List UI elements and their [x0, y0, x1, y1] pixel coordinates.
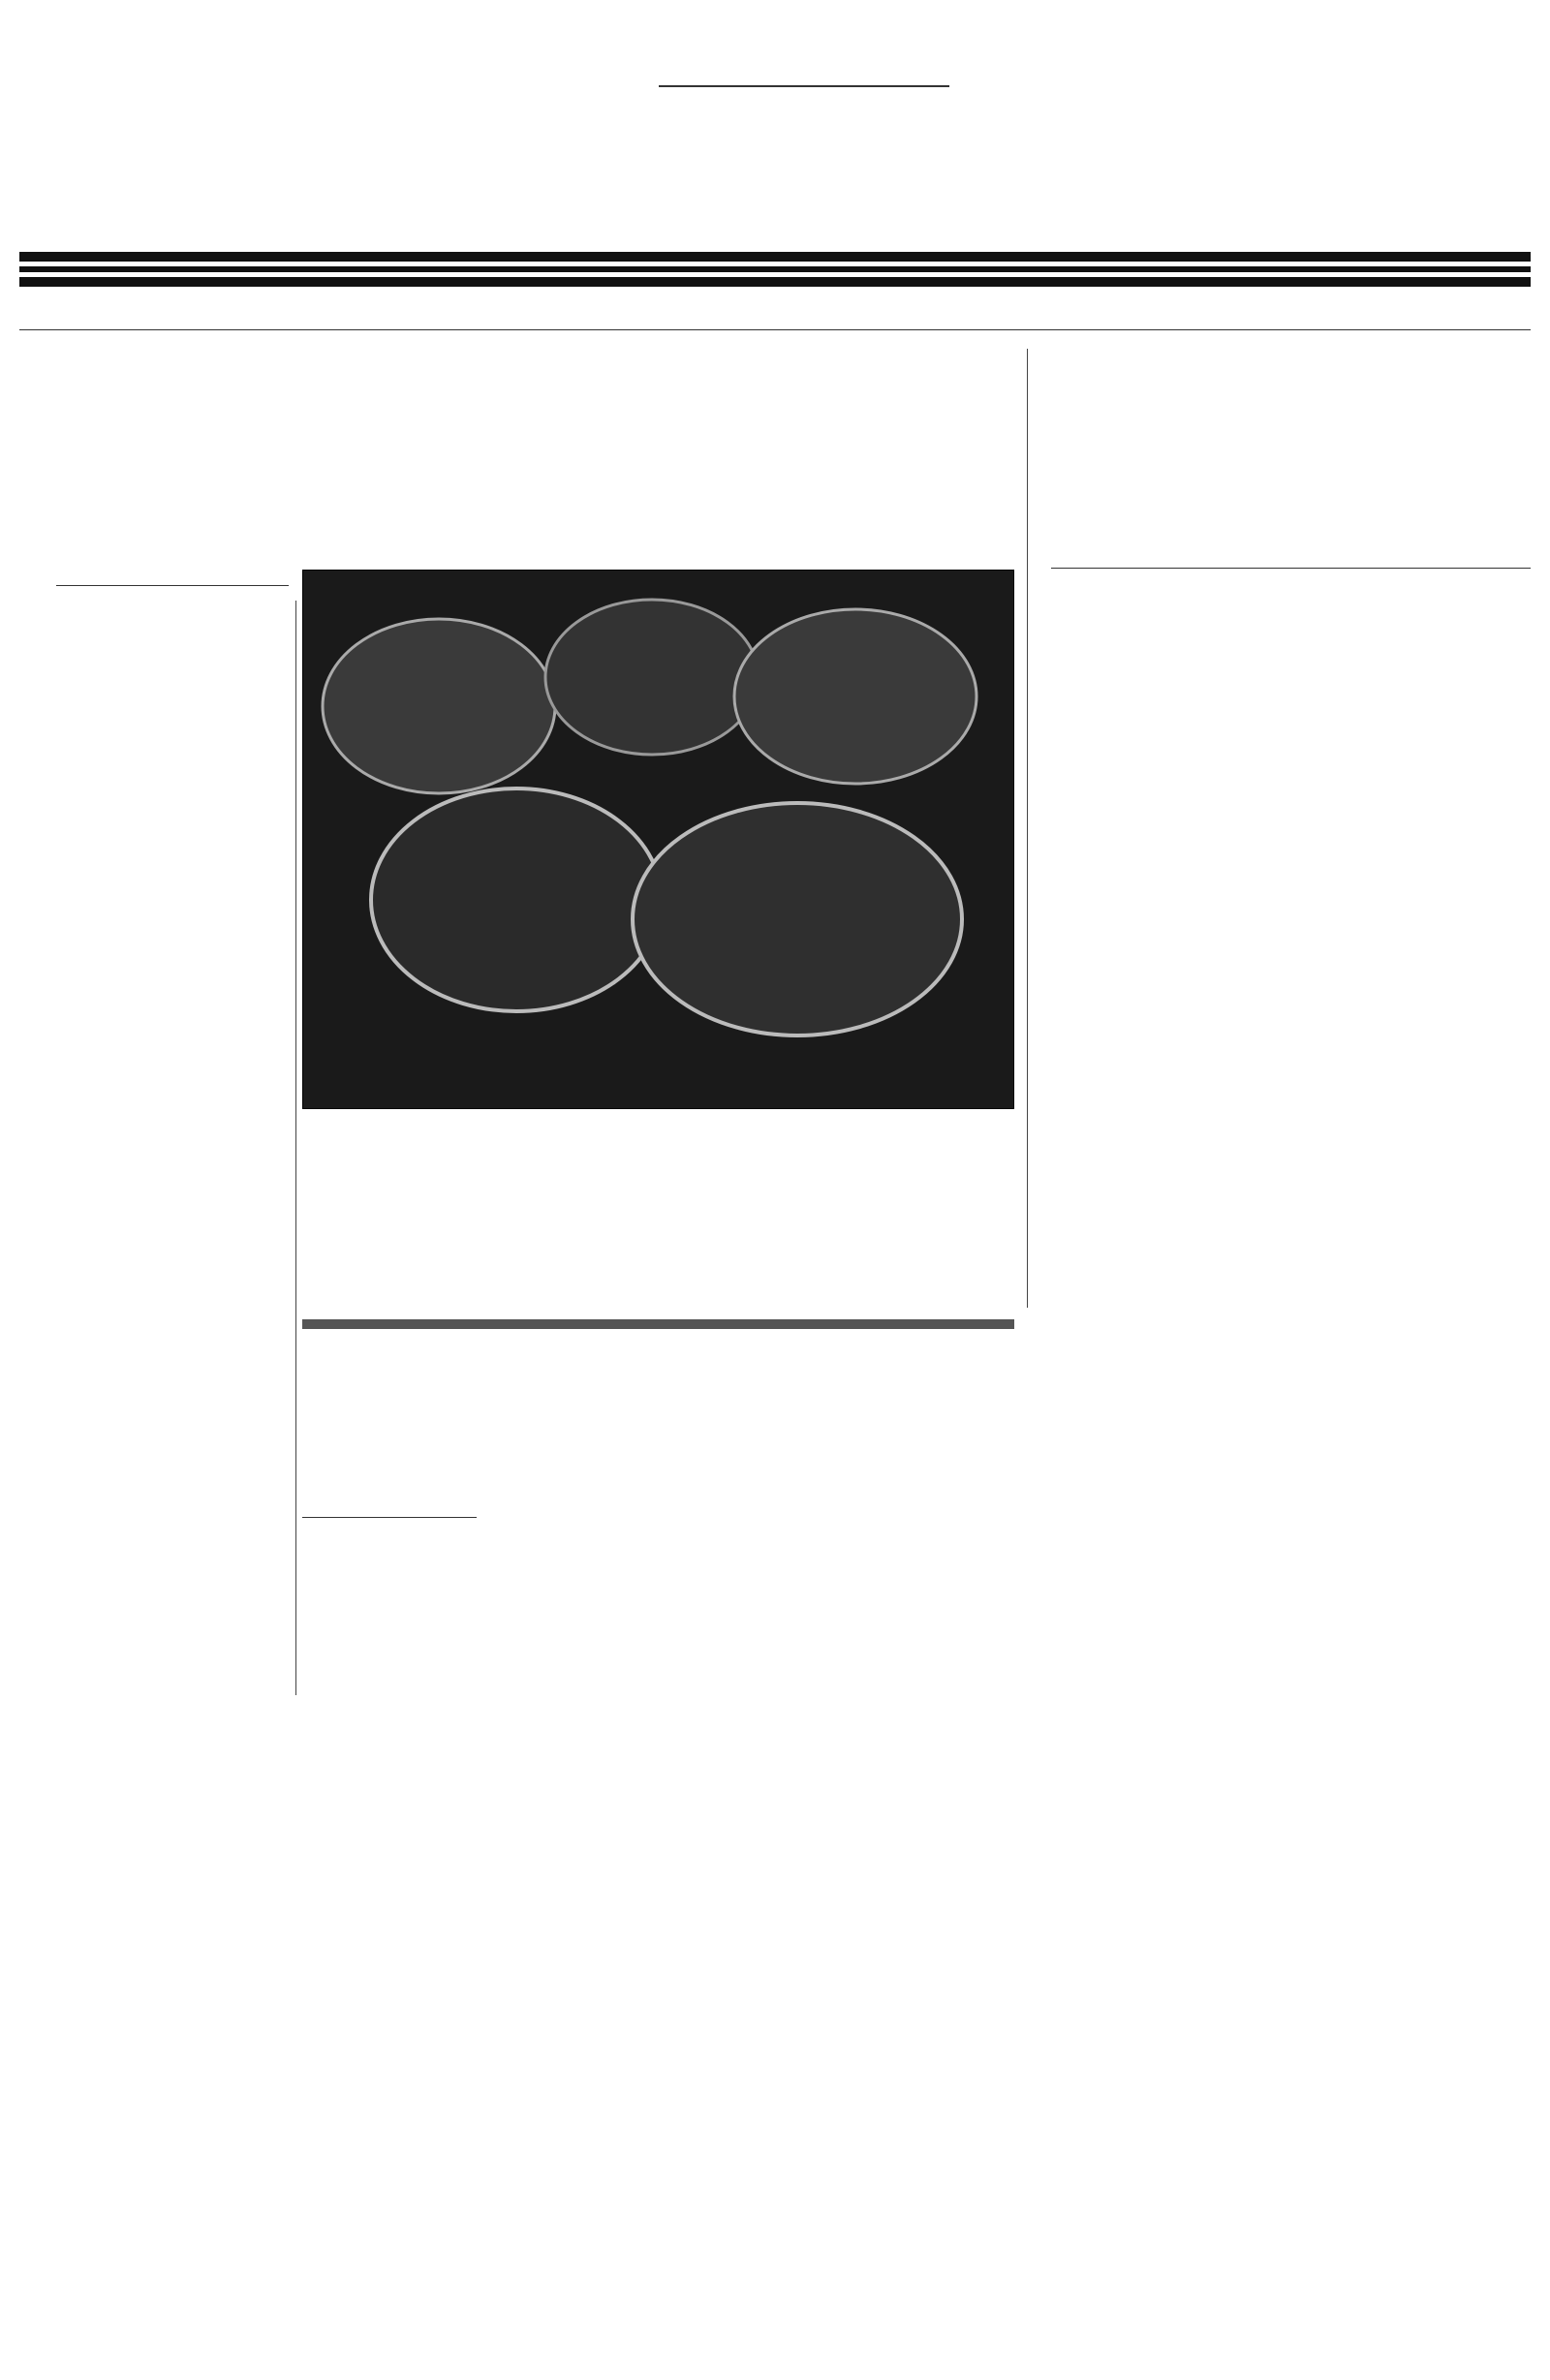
side-col-2 [1288, 591, 1531, 2315]
baskets-illustration [303, 571, 1013, 1108]
main-byline-rule [56, 585, 289, 586]
school-col-4 [849, 1501, 1023, 2325]
masthead-rule-3 [19, 277, 1531, 287]
col-divider-1 [295, 601, 296, 1695]
vine-baskets-photo [302, 570, 1014, 1109]
school-col-5 [1031, 1501, 1205, 2325]
section-divider-bar [302, 1319, 1014, 1329]
side-col-1 [1051, 591, 1284, 1313]
side-byline-rule [1051, 568, 1531, 569]
main-col-1 [56, 601, 289, 2315]
masthead-rule-1 [19, 252, 1531, 262]
column-divider-right [1027, 349, 1028, 1308]
school-byline-rule [302, 1517, 477, 1518]
masthead-rule-2 [19, 266, 1531, 272]
school-col-2 [484, 1501, 659, 2325]
date-rule [19, 329, 1531, 330]
school-col-3 [666, 1501, 841, 2325]
school-col-1 [302, 1530, 477, 2325]
founded-underline [659, 85, 949, 87]
